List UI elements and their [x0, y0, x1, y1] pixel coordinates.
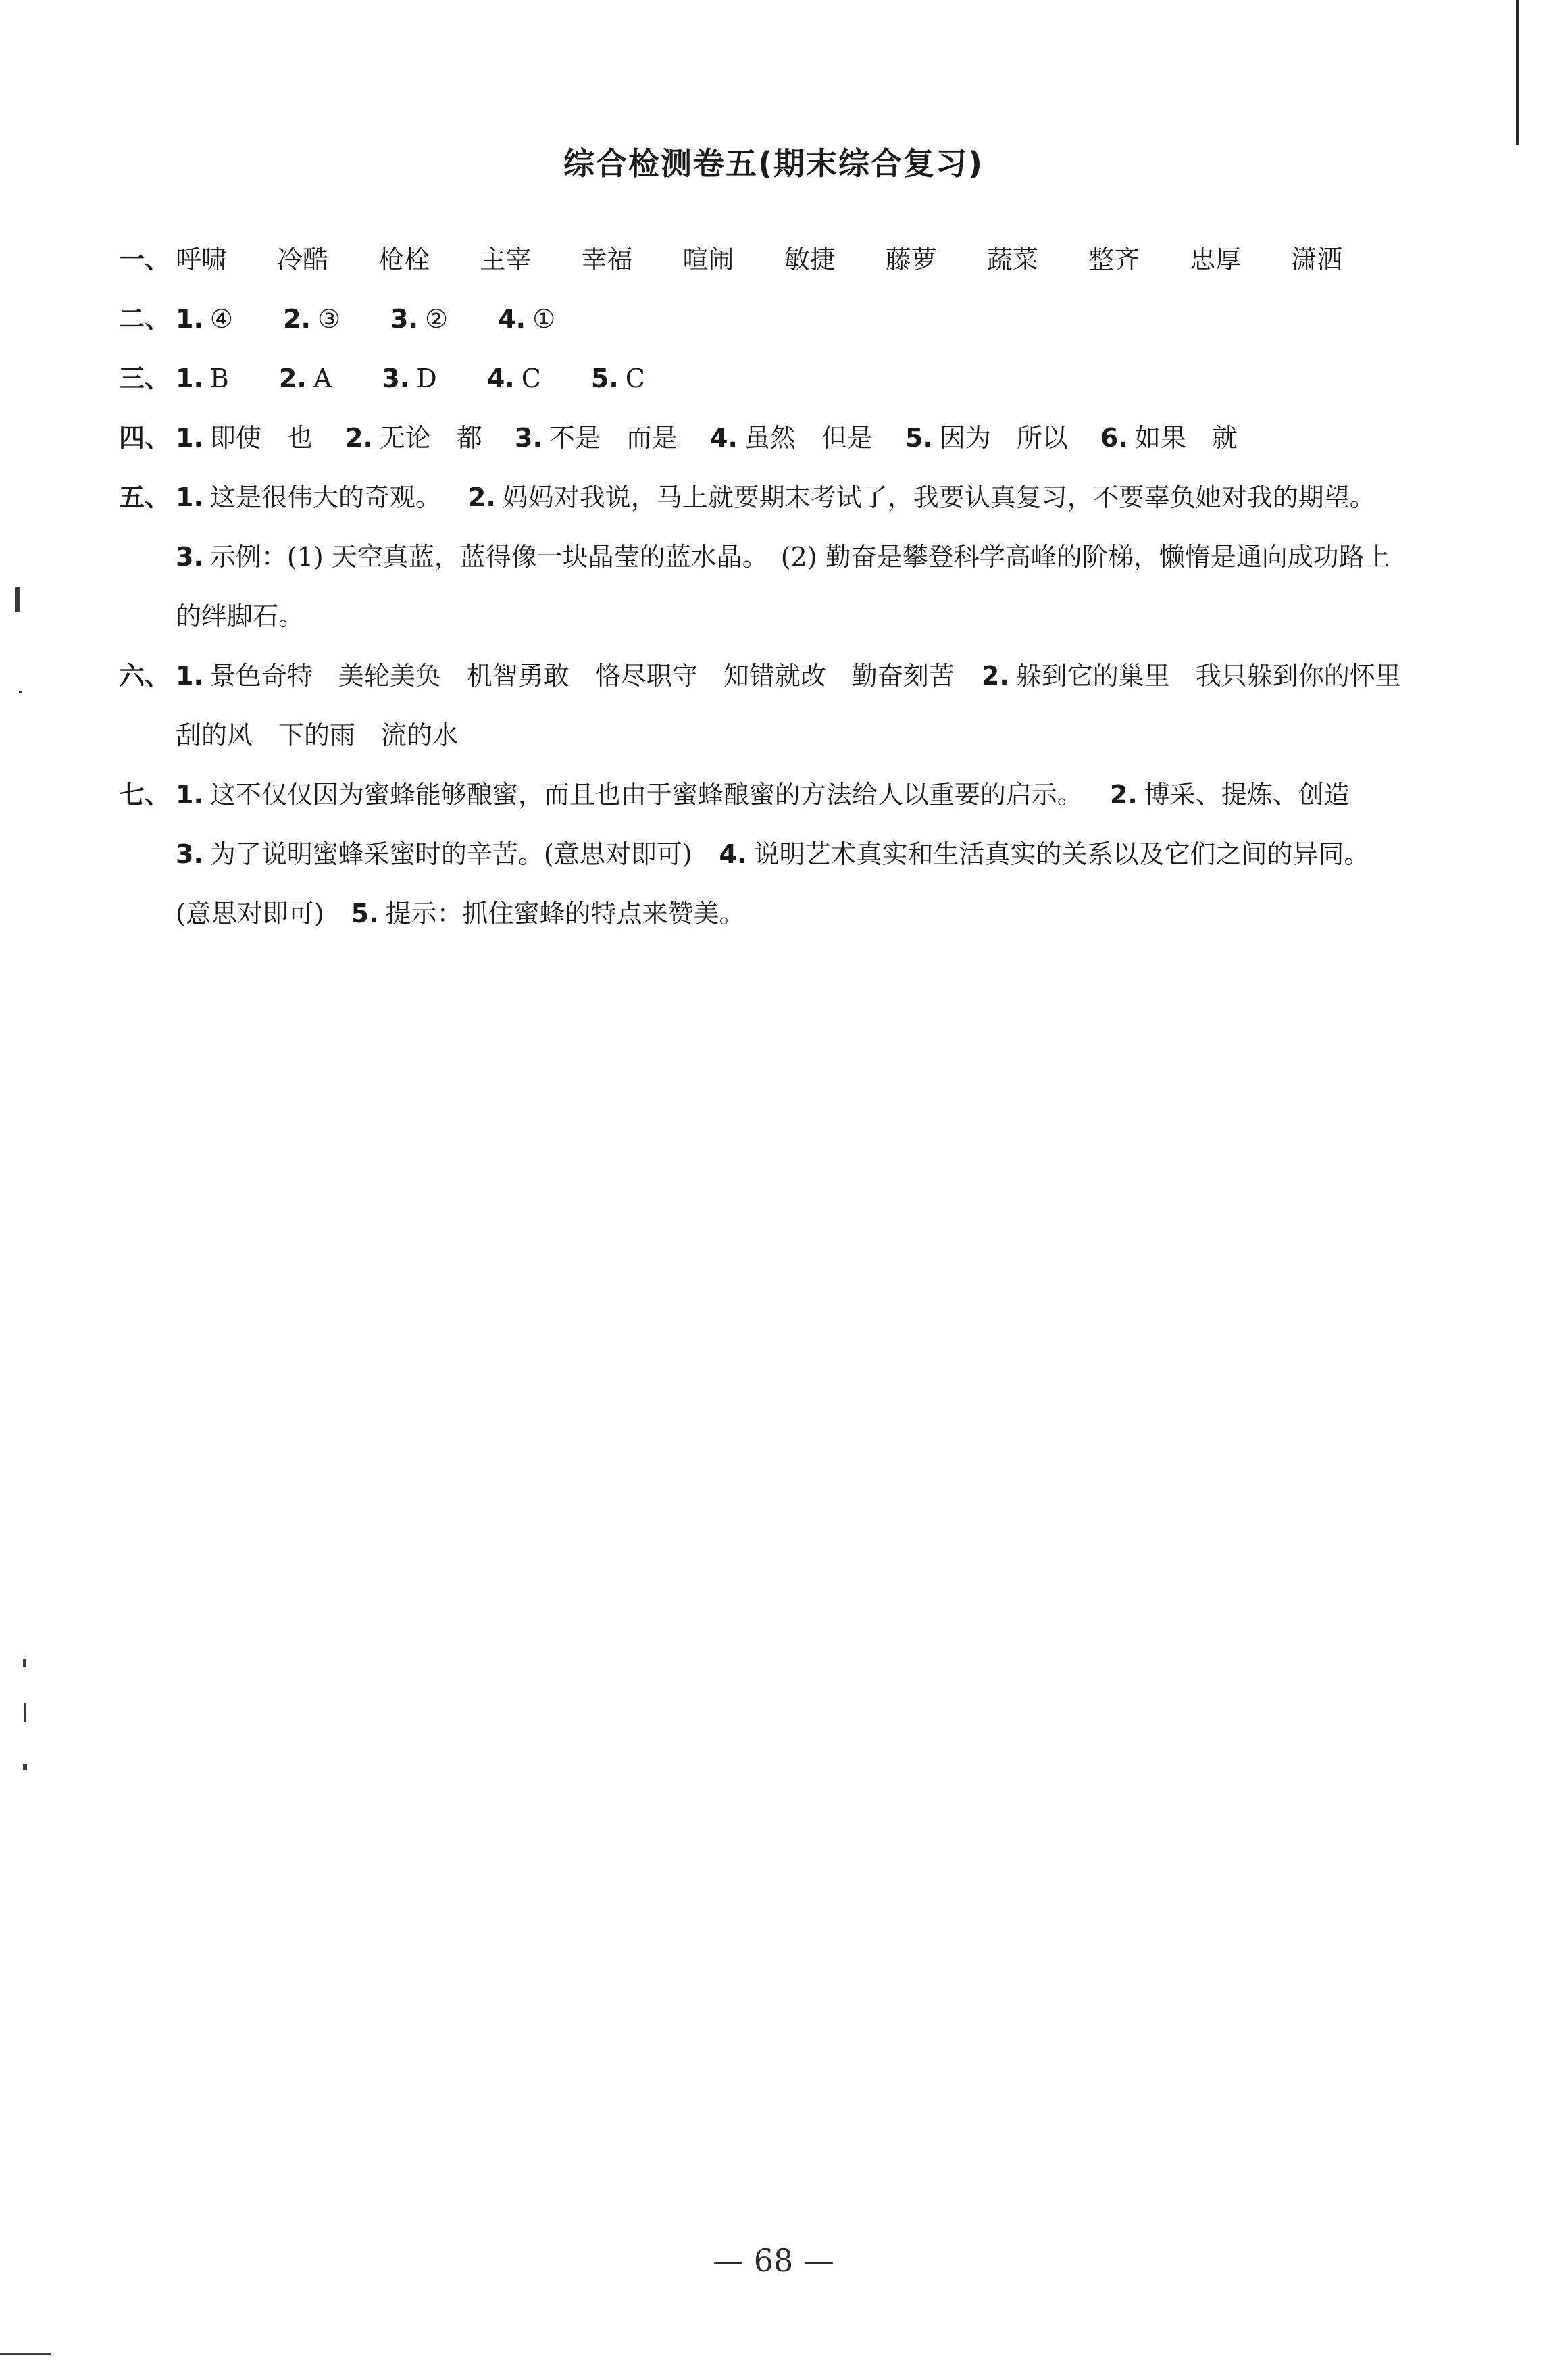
word-item: 冷酷 [277, 245, 329, 274]
answer-text: 博采、提炼、创造 [1144, 780, 1350, 810]
answer-text: 无论 都 [379, 423, 482, 453]
answer-number: 2. [981, 661, 1009, 691]
answer-text: 示例：(1) 天空真蓝，蓝得像一块晶莹的蓝水晶。 (2) 勤奋是攀登科学高峰的阶梯，懒惰是通向成功路上的绊脚石。 [176, 542, 1390, 631]
answer-item [905, 408, 1068, 468]
answer-number: 3. [176, 542, 203, 572]
scan-mark [24, 1703, 26, 1722]
answer-number: 5. [351, 899, 379, 928]
section-7 [119, 765, 1402, 943]
answer-item [498, 289, 555, 349]
word-item: 敏捷 [784, 245, 836, 274]
word-item: 幸福 [581, 245, 633, 274]
section-2 [119, 289, 1402, 349]
section-text [176, 408, 1402, 468]
answer-text: A [313, 364, 332, 393]
scan-mark [19, 691, 22, 693]
section-6 [119, 646, 1427, 765]
word-item: 喧闹 [682, 245, 734, 274]
section-text [176, 646, 1427, 765]
answer-item [176, 349, 229, 408]
answer-text: 景色奇特 美轮美奂 机智勇敢 恪尽职守 知错就改 勤奋刻苦 [209, 661, 955, 691]
answer-number: 1. [176, 364, 203, 393]
answer-number: 4. [710, 423, 738, 453]
answer-number: 1. [176, 423, 203, 453]
section-label: 七、 [119, 780, 171, 810]
page-title: 综合检测卷五(期末综合复习) [563, 145, 984, 182]
answer-text: C [521, 364, 541, 393]
answer-item [176, 408, 313, 468]
section-text [176, 349, 1402, 408]
answer-number: 5. [905, 423, 933, 453]
answer-item [487, 349, 541, 408]
answer-text: 这是很伟大的奇观。 [209, 482, 441, 512]
answer-text: 为了说明蜜蜂采蜜时的辛苦。(意思对即可) [209, 839, 692, 869]
scan-mark [15, 587, 20, 612]
section-label: 三、 [119, 364, 171, 393]
answer-number: 3. [390, 304, 419, 334]
answer-content [119, 230, 1427, 943]
answer-number: 3. [515, 423, 542, 453]
answer-item [345, 408, 482, 468]
answer-item [283, 289, 340, 349]
answer-text: 因为 所以 [939, 423, 1068, 453]
section-1 [119, 230, 1402, 289]
answer-text: 提示：抓住蜜蜂的特点来赞美。 [385, 899, 745, 928]
answer-text: 这不仅仅因为蜜蜂能够酿蜜，而且也由于蜜蜂酿蜜的方法给人以重要的启示。 [209, 780, 1083, 810]
page-edge-line [1516, 0, 1519, 145]
page-number: — 68 — [713, 2242, 834, 2279]
answer-number: 1. [176, 304, 203, 334]
section-3 [119, 349, 1402, 408]
section-label: 五、 [119, 482, 171, 512]
section-text [176, 289, 1402, 349]
answer-number: 6. [1100, 423, 1128, 453]
section-label: 四、 [119, 423, 171, 453]
word-item: 呼啸 [176, 245, 228, 274]
answer-number: 1. [176, 780, 203, 810]
answer-text: ③ [317, 304, 341, 334]
answer-text: 即使 也 [209, 423, 313, 453]
answer-number: 2. [278, 364, 307, 393]
answer-item [710, 408, 873, 468]
answer-item [515, 408, 678, 468]
answer-number: 4. [719, 839, 747, 869]
scan-mark [23, 1659, 26, 1667]
answer-item [1100, 408, 1238, 468]
answer-item [382, 349, 436, 408]
answer-number: 1. [176, 482, 203, 512]
answer-number: 1. [176, 661, 203, 691]
answer-text: 说明艺术真实和生活真实的关系以及它们之间的异同。(意思对即可) [176, 839, 1370, 928]
answer-text: 不是 而是 [549, 423, 678, 453]
answer-text: 如果 就 [1134, 423, 1238, 453]
word-item: 潇洒 [1291, 245, 1343, 274]
answer-number: 2. [345, 423, 373, 453]
word-item: 整齐 [1088, 245, 1140, 274]
answer-number: 2. [283, 304, 311, 334]
section-text [176, 468, 1402, 646]
section-text [176, 230, 1402, 289]
word-item: 蔬菜 [986, 245, 1038, 274]
answer-number: 4. [498, 304, 526, 334]
answer-number: 5. [590, 364, 619, 393]
answer-text: 虽然 但是 [744, 423, 873, 453]
answer-text: 妈妈对我说，马上就要期末考试了，我要认真复习，不要辜负她对我的期望。 [502, 482, 1375, 512]
answer-item [591, 349, 645, 408]
scan-mark [23, 1764, 27, 1770]
answer-number: 3. [176, 839, 203, 869]
section-label: 六、 [119, 661, 171, 691]
answer-text: 躲到它的巢里 我只躲到你的怀里 刮的风 下的雨 流的水 [176, 661, 1427, 750]
section-text [176, 765, 1402, 943]
word-item: 藤萝 [885, 245, 937, 274]
answer-item [279, 349, 332, 408]
answer-text: ④ [209, 304, 233, 334]
answer-text: C [625, 364, 645, 393]
word-item: 忠厚 [1190, 245, 1242, 274]
answer-number: 4. [486, 364, 515, 393]
answer-item [176, 289, 233, 349]
word-item: 枪栓 [378, 245, 430, 274]
section-label: 一、 [119, 245, 171, 274]
answer-number: 2. [467, 482, 496, 512]
section-5 [119, 468, 1402, 646]
section-label: 二、 [119, 304, 171, 334]
answer-text: B [209, 364, 229, 393]
answer-text: ② [425, 304, 449, 334]
section-4 [119, 408, 1402, 468]
answer-text: D [416, 364, 437, 393]
scan-mark [0, 2353, 51, 2355]
answer-number: 3. [382, 364, 410, 393]
answer-text: ① [532, 304, 556, 334]
answer-number: 2. [1109, 780, 1138, 810]
answer-item [390, 289, 448, 349]
word-item: 主宰 [480, 245, 532, 274]
